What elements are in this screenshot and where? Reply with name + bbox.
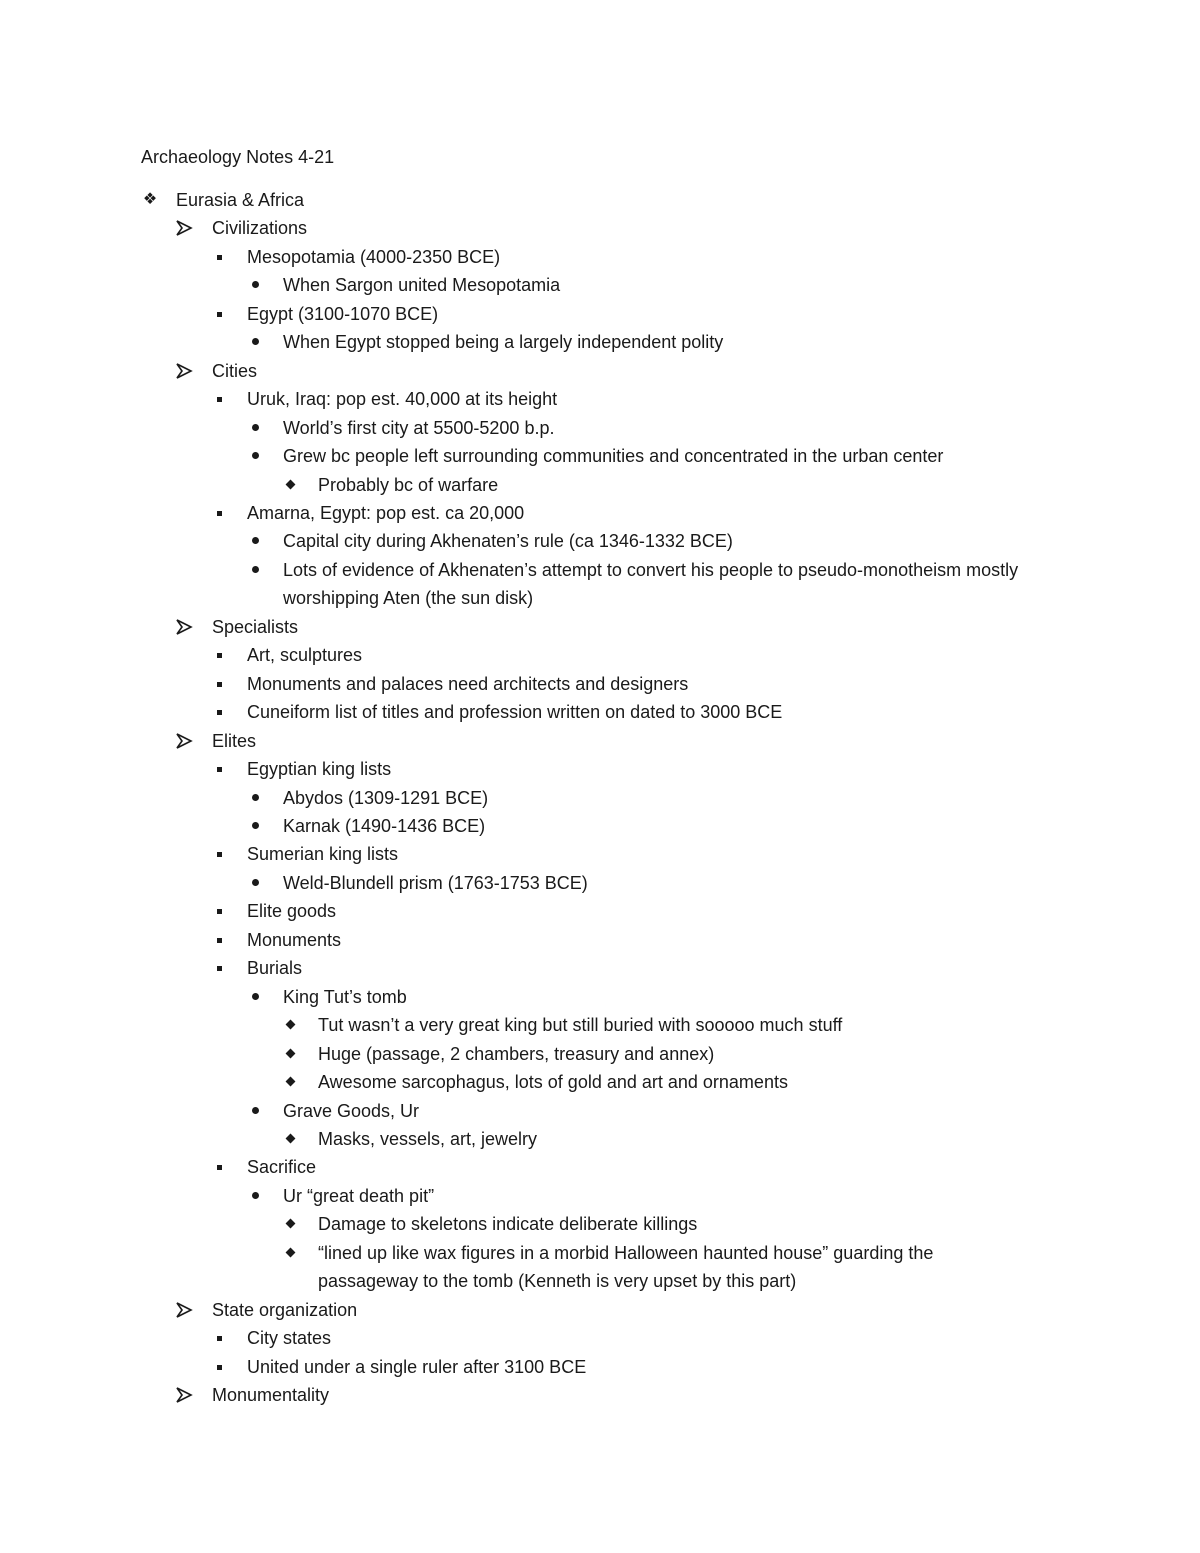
outline-item-text: Burials [247, 958, 303, 979]
outline-item-level-3 [0, 897, 1200, 925]
outline-item-text: Monuments [247, 929, 342, 950]
outline-item-level-2 [0, 214, 1200, 242]
outline-item-text: Amarna, Egypt: pop est. ca 20,000 [247, 502, 525, 523]
outline-item-level-3 [0, 641, 1200, 669]
outline-item-text: Grave Goods, Ur [283, 1100, 420, 1121]
outline-item-level-2 [0, 727, 1200, 755]
outline-item-text: Masks, vessels, art, jewelry [318, 1128, 538, 1149]
outline-item-level-2 [0, 357, 1200, 385]
outline-item-text: Art, sculptures [247, 645, 363, 666]
outline-item-text: State organization [212, 1299, 358, 1320]
outline-item-text: Monumentality [212, 1385, 330, 1406]
flower-bullet-icon: ❖ [142, 191, 158, 208]
outline-item-level-5 [0, 1125, 1200, 1153]
outline-item-level-4 [0, 442, 1200, 470]
outline-item-text: Eurasia & Africa [176, 190, 305, 210]
outline-item-level-3 [0, 1324, 1200, 1352]
outline-item-text: Sumerian king lists [247, 844, 399, 865]
outline-item-level-5 [0, 1011, 1200, 1039]
outline-item-level-4 [0, 527, 1200, 555]
outline-item-text: Tut wasn’t a very great king but still buried with sooooo much stuff [318, 1015, 843, 1036]
outline-item-text: Damage to skeletons indicate deliberate killings [318, 1214, 698, 1235]
outline-item-text: Abydos (1309-1291 BCE) [283, 787, 489, 808]
outline-item-level-5 [0, 1068, 1200, 1096]
outline-item-level-4 [0, 983, 1200, 1011]
outline-item-level-3 [0, 1153, 1200, 1181]
outline-item-text: Cities [212, 360, 258, 381]
outline-item-text: Civilizations [212, 218, 308, 239]
notes-outline [0, 186, 1200, 1409]
outline-item-level-5 [0, 471, 1200, 499]
outline-item-level-1 [0, 186, 1200, 214]
arrow-bullet-icon [175, 214, 195, 236]
outline-item-level-4 [0, 556, 1200, 613]
outline-item-text: Weld-Blundell prism (1763-1753 BCE) [283, 872, 588, 893]
outline-item-level-3 [0, 698, 1200, 726]
outline-item-level-4 [0, 414, 1200, 442]
outline-item-text: City states [247, 1328, 332, 1349]
document-title: Archaeology Notes 4-21 [141, 147, 335, 167]
outline-item-level-3 [0, 670, 1200, 698]
outline-item-level-3 [0, 300, 1200, 328]
outline-item-text: Lots of evidence of Akhenaten’s attempt to convert his people to pseudo-monotheism mostly worshipping Aten (the sun disk) [283, 559, 1019, 609]
arrow-bullet-icon [175, 727, 195, 749]
outline-item-text: “lined up like wax figures in a morbid Halloween haunted house” guarding the passageway to the tomb (Kenneth is very upset by this part) [318, 1242, 934, 1292]
outline-item-text: When Egypt stopped being a largely independent polity [283, 332, 724, 353]
arrow-bullet-icon [175, 357, 195, 379]
arrow-bullet-icon [175, 613, 195, 635]
outline-item-text: King Tut’s tomb [283, 986, 407, 1007]
outline-item-level-4 [0, 1097, 1200, 1125]
outline-item-level-3 [0, 755, 1200, 783]
outline-item-level-3 [0, 385, 1200, 413]
outline-item-text: Egyptian king lists [247, 759, 392, 780]
outline-item-level-4 [0, 869, 1200, 897]
outline-item-text: Egypt (3100-1070 BCE) [247, 303, 439, 324]
outline-item-level-2 [0, 1381, 1200, 1409]
outline-item-text: Uruk, Iraq: pop est. 40,000 at its height [247, 389, 558, 410]
outline-item-text: Specialists [212, 616, 299, 637]
outline-item-text: Capital city during Akhenaten’s rule (ca 1346-1332 BCE) [283, 531, 733, 552]
outline-item-level-3 [0, 840, 1200, 868]
outline-item-level-3 [0, 1353, 1200, 1381]
outline-item-level-2 [0, 1296, 1200, 1324]
outline-item-text: Mesopotamia (4000-2350 BCE) [247, 246, 501, 267]
outline-item-level-4 [0, 1182, 1200, 1210]
outline-item-level-5 [0, 1239, 1200, 1296]
outline-item-level-2 [0, 613, 1200, 641]
outline-item-level-5 [0, 1040, 1200, 1068]
outline-item-text: Elites [212, 730, 257, 751]
outline-item-text: World’s first city at 5500-5200 b.p. [283, 417, 555, 438]
outline-item-text: Elite goods [247, 901, 337, 922]
outline-item-level-4 [0, 328, 1200, 356]
outline-item-text: Monuments and palaces need architects and designers [247, 673, 689, 694]
outline-item-text: Huge (passage, 2 chambers, treasury and annex) [318, 1043, 715, 1064]
outline-item-level-3 [0, 243, 1200, 271]
arrow-bullet-icon [175, 1296, 195, 1318]
outline-item-level-3 [0, 926, 1200, 954]
outline-item-text: Sacrifice [247, 1157, 317, 1178]
outline-item-level-3 [0, 499, 1200, 527]
arrow-bullet-icon [175, 1381, 195, 1403]
outline-item-text: Ur “great death pit” [283, 1185, 435, 1206]
outline-item-text: Awesome sarcophagus, lots of gold and art and ornaments [318, 1072, 788, 1093]
outline-item-level-3 [0, 954, 1200, 982]
outline-item-text: Probably bc of warfare [318, 474, 499, 495]
outline-item-text: Karnak (1490-1436 BCE) [283, 815, 486, 836]
outline-item-level-4 [0, 271, 1200, 299]
outline-item-level-4 [0, 784, 1200, 812]
outline-item-text: Grew bc people left surrounding communities and concentrated in the urban center [283, 446, 944, 467]
outline-item-text: Cuneiform list of titles and profession written on dated to 3000 BCE [247, 702, 783, 723]
outline-item-level-5 [0, 1210, 1200, 1238]
outline-item-level-4 [0, 812, 1200, 840]
outline-item-text: United under a single ruler after 3100 BCE [247, 1356, 587, 1377]
outline-item-text: When Sargon united Mesopotamia [283, 275, 561, 296]
